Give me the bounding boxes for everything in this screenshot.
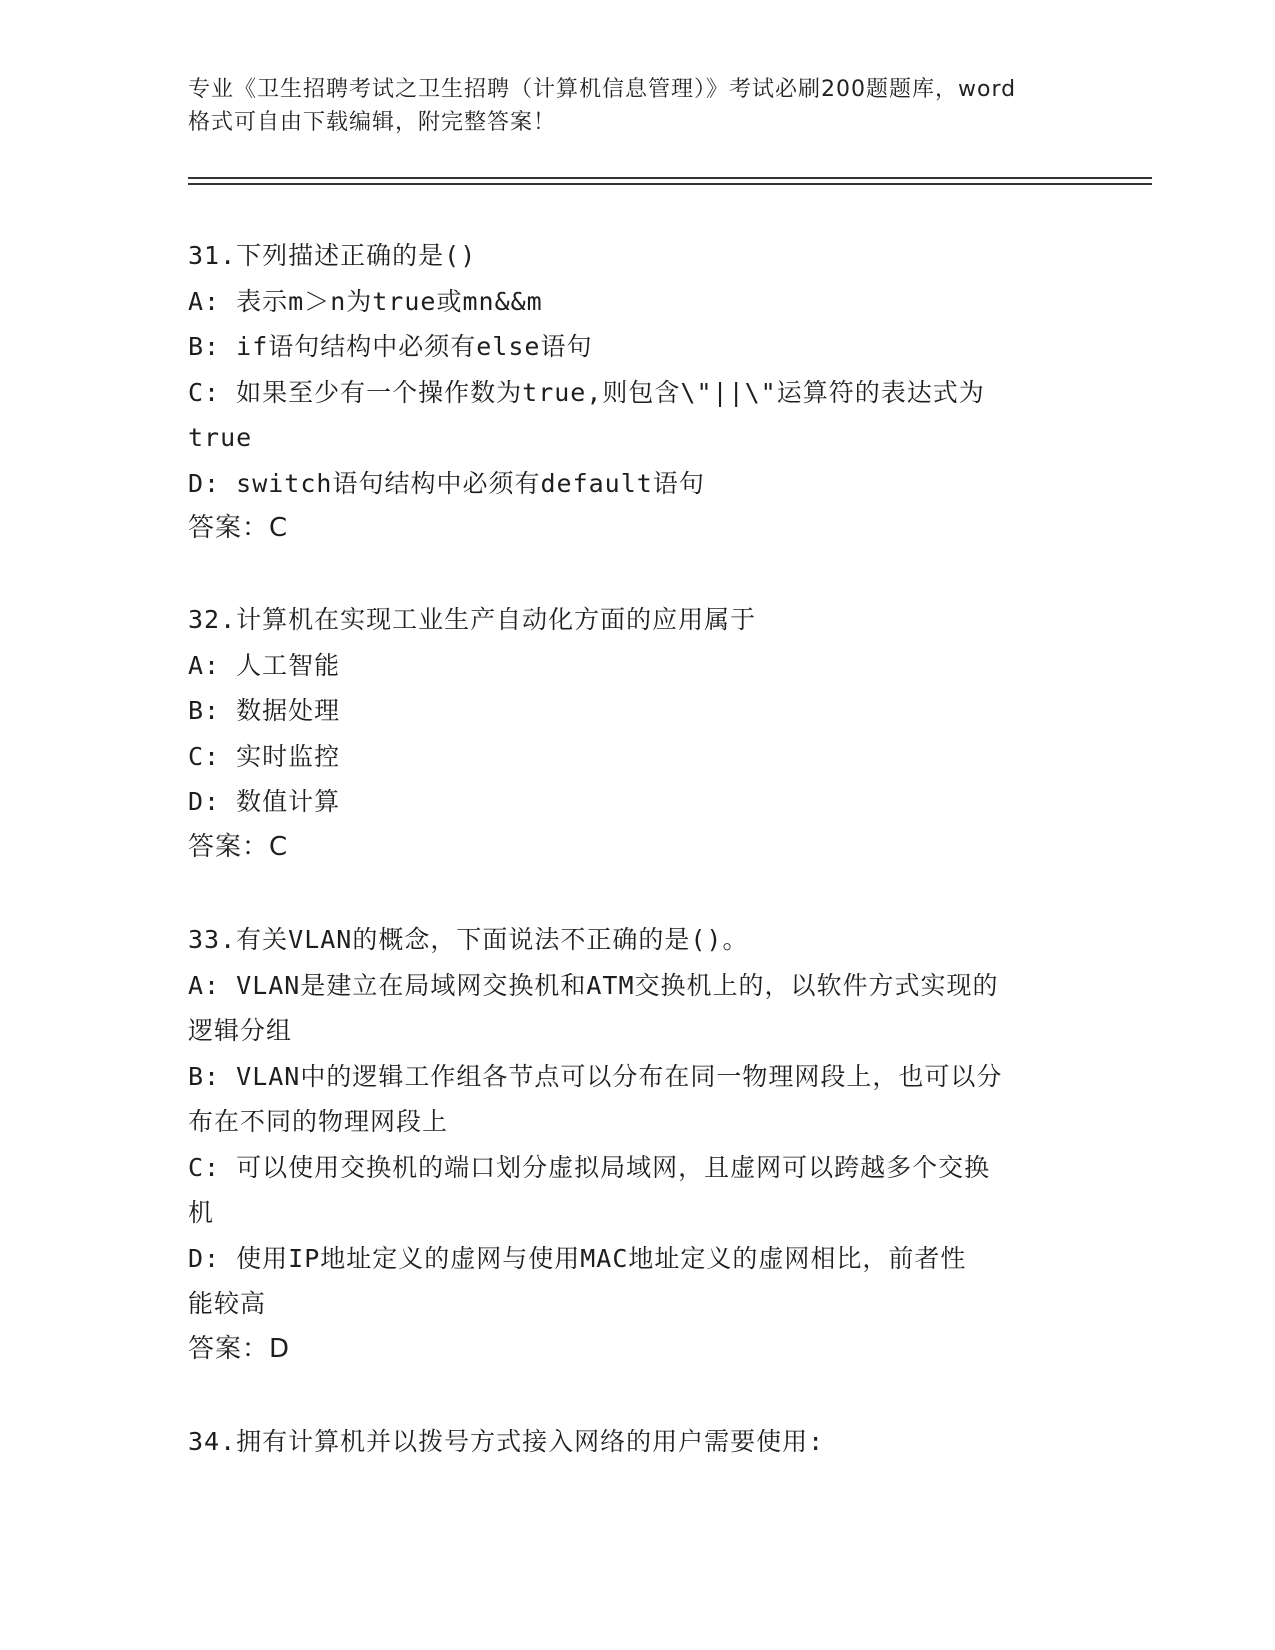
option-a: A: VLAN是建立在局域网交换机和ATM交换机上的，以软件方式实现的 — [188, 970, 999, 1000]
header-divider-top — [188, 177, 1152, 179]
option-a-continued: 逻辑分组 — [188, 1016, 293, 1045]
header-divider-bottom — [188, 183, 1152, 185]
option-d: D: switch语句结构中必须有default语句 — [188, 468, 705, 498]
answer-label: 答案：C — [188, 831, 289, 862]
question-stem: 33.有关VLAN的概念，下面说法不正确的是()。 — [188, 925, 749, 954]
option-a: A: 表示m＞n为true或mn&&m — [188, 286, 543, 316]
question-stem: 31.下列描述正确的是() — [188, 241, 477, 270]
option-b: B: if语句结构中必须有else语句 — [188, 332, 593, 361]
option-b-continued: 布在不同的物理网段上 — [188, 1107, 449, 1136]
option-d: D: 使用IP地址定义的虚网与使用MAC地址定义的虚网相比，前者性 — [188, 1243, 967, 1273]
option-c: C: 如果至少有一个操作数为true,则包含\"||\"运算符的表达式为 — [188, 377, 985, 407]
header-line-1: 专业《卫生招聘考试之卫生招聘（计算机信息管理）》考试必刷200题题库，word — [188, 77, 1017, 102]
option-d: D: 数值计算 — [188, 787, 341, 816]
question-stem: 32.计算机在实现工业生产自动化方面的应用属于 — [188, 605, 757, 634]
option-d-continued: 能较高 — [188, 1289, 267, 1318]
document-header — [188, 73, 1088, 139]
question-33 — [188, 917, 1088, 1372]
option-c-continued: 机 — [188, 1198, 215, 1227]
header-line-2: 格式可自由下载编辑，附完整答案！ — [188, 110, 557, 135]
question-stem: 34.拥有计算机并以拨号方式接入网络的用户需要使用: — [188, 1427, 825, 1456]
option-a: A: 人工智能 — [188, 650, 341, 680]
option-b: B: 数据处理 — [188, 696, 341, 725]
question-32 — [188, 597, 1088, 870]
answer-label: 答案：C — [188, 513, 289, 543]
option-c: C: 可以使用交换机的端口划分虚拟局域网，且虚网可以跨越多个交换 — [188, 1152, 991, 1182]
option-c: C: 实时监控 — [188, 741, 341, 771]
answer-label: 答案：D — [188, 1333, 291, 1364]
question-34 — [188, 1419, 1088, 1465]
option-c-continued: true — [188, 423, 253, 452]
option-b: B: VLAN中的逻辑工作组各节点可以分布在同一物理网段上，也可以分 — [188, 1061, 1003, 1091]
question-31 — [188, 233, 1088, 552]
